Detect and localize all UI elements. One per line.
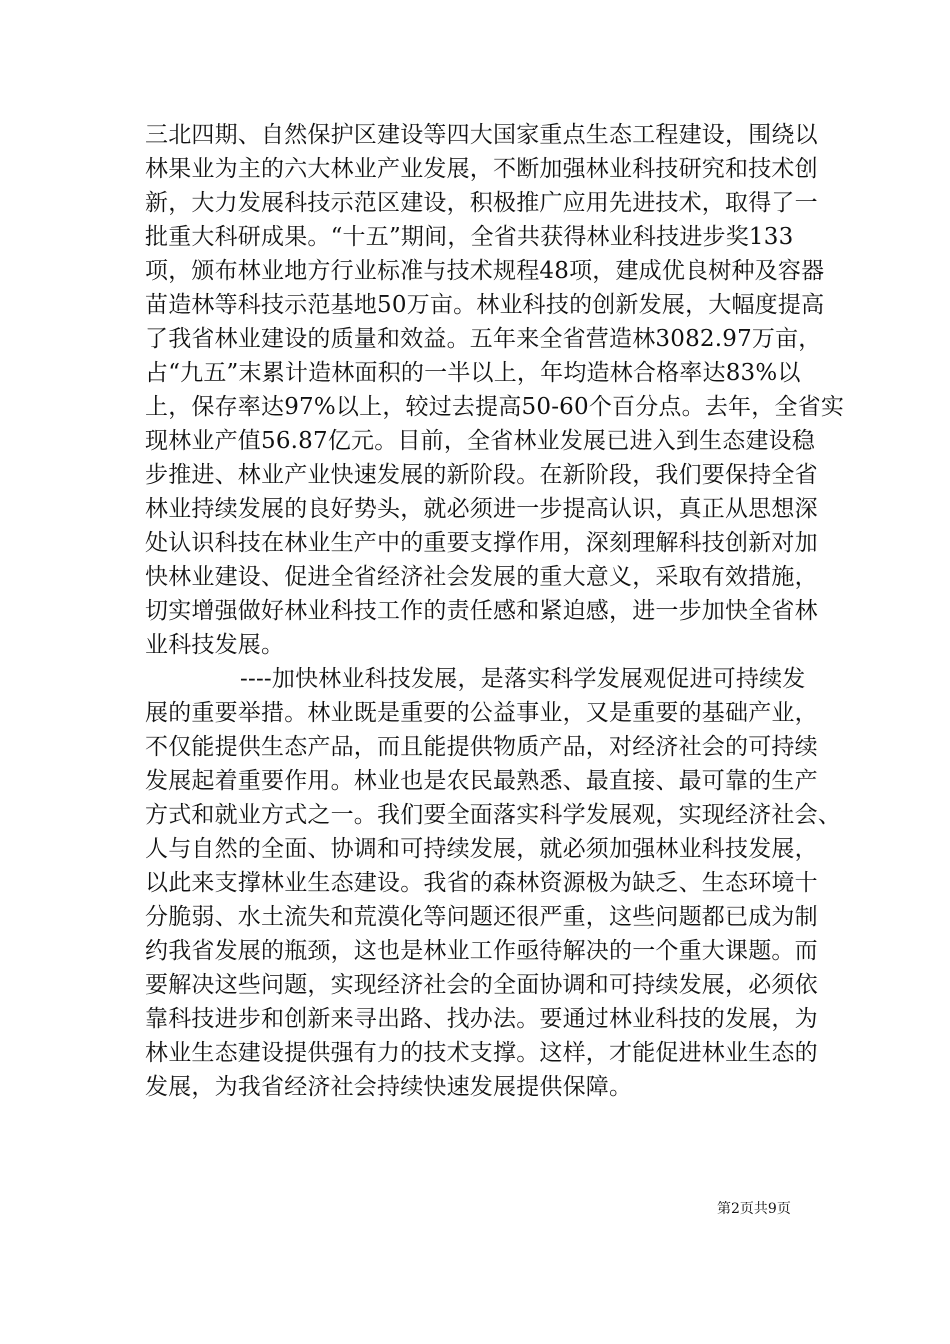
body-text-line: 切实增强做好林业科技工作的责任感和紧迫感，进一步加快全省林 xyxy=(145,598,818,624)
body-text-line: 现林业产值56.87亿元。目前，全省林业发展已进入到生态建设稳 xyxy=(145,428,816,454)
body-text-line: 批重大科研成果。“十五”期间，全省共获得林业科技进步奖133 xyxy=(145,224,794,250)
body-text-line: 分脆弱、水土流失和荒漠化等问题还很严重，这些问题都已成为制 xyxy=(145,904,818,930)
body-text-line: 发展，为我省经济社会持续快速发展提供保障。 xyxy=(145,1074,633,1100)
body-text-line: 林业生态建设提供强有力的技术支撑。这样，才能促进林业生态的 xyxy=(145,1040,818,1066)
body-text-line: 项，颁布林业地方行业标准与技术规程48项，建成优良树种及容器 xyxy=(145,258,825,284)
body-text-line: 快林业建设、促进全省经济社会发展的重大意义，采取有效措施， xyxy=(145,564,818,590)
body-text-line: 林果业为主的六大林业产业发展，不断加强林业科技研究和技术创 xyxy=(145,156,818,182)
body-text-line: 不仅能提供生态产品，而且能提供物质产品，对经济社会的可持续 xyxy=(145,734,818,760)
body-text-line: 步推进、林业产业快速发展的新阶段。在新阶段，我们要保持全省 xyxy=(145,462,818,488)
body-text-line: 林业持续发展的良好势头，就必须进一步提高认识，真正从思想深 xyxy=(145,496,818,522)
body-text-line: 靠科技进步和创新来寻出路、找办法。要通过林业科技的发展，为 xyxy=(145,1006,818,1032)
paragraph-start-line: ----加快林业科技发展，是落实科学发展观促进可持续发 xyxy=(240,666,806,692)
body-text-line: 处认识科技在林业生产中的重要支撑作用，深刻理解科技创新对加 xyxy=(145,530,818,556)
body-text-line: 发展起着重要作用。林业也是农民最熟悉、最直接、最可靠的生产 xyxy=(145,768,818,794)
body-text-line: 三北四期、自然保护区建设等四大国家重点生态工程建设，围绕以 xyxy=(145,122,818,148)
body-text-line: 方式和就业方式之一。我们要全面落实科学发展观，实现经济社会、 xyxy=(145,802,841,828)
body-text-line: 新，大力发展科技示范区建设，积极推广应用先进技术，取得了一 xyxy=(145,190,818,216)
body-text-line: 以此来支撑林业生态建设。我省的森林资源极为缺乏、生态环境十 xyxy=(145,870,818,896)
body-text-line: 上，保存率达97%以上，较过去提高50-60个百分点。去年，全省实 xyxy=(145,394,845,420)
body-text-line: 占“九五”末累计造林面积的一半以上，年均造林合格率达83%以 xyxy=(145,360,801,386)
body-text-line: 展的重要举措。林业既是重要的公益事业，又是重要的基础产业， xyxy=(145,700,818,726)
body-text-line: 要解决这些问题，实现经济社会的全面协调和可持续发展，必须依 xyxy=(145,972,818,998)
page-number-indicator: 第2页共9页 xyxy=(717,1201,791,1217)
body-text-line: 人与自然的全面、协调和可持续发展，就必须加强林业科技发展， xyxy=(145,836,818,862)
body-text-line: 了我省林业建设的质量和效益。五年来全省营造林3082.97万亩， xyxy=(145,326,822,352)
body-text-line: 约我省发展的瓶颈，这也是林业工作亟待解决的一个重大课题。而 xyxy=(145,938,818,964)
body-text-line: 苗造林等科技示范基地50万亩。林业科技的创新发展，大幅度提高 xyxy=(145,292,825,318)
body-text-line: 业科技发展。 xyxy=(145,632,285,658)
